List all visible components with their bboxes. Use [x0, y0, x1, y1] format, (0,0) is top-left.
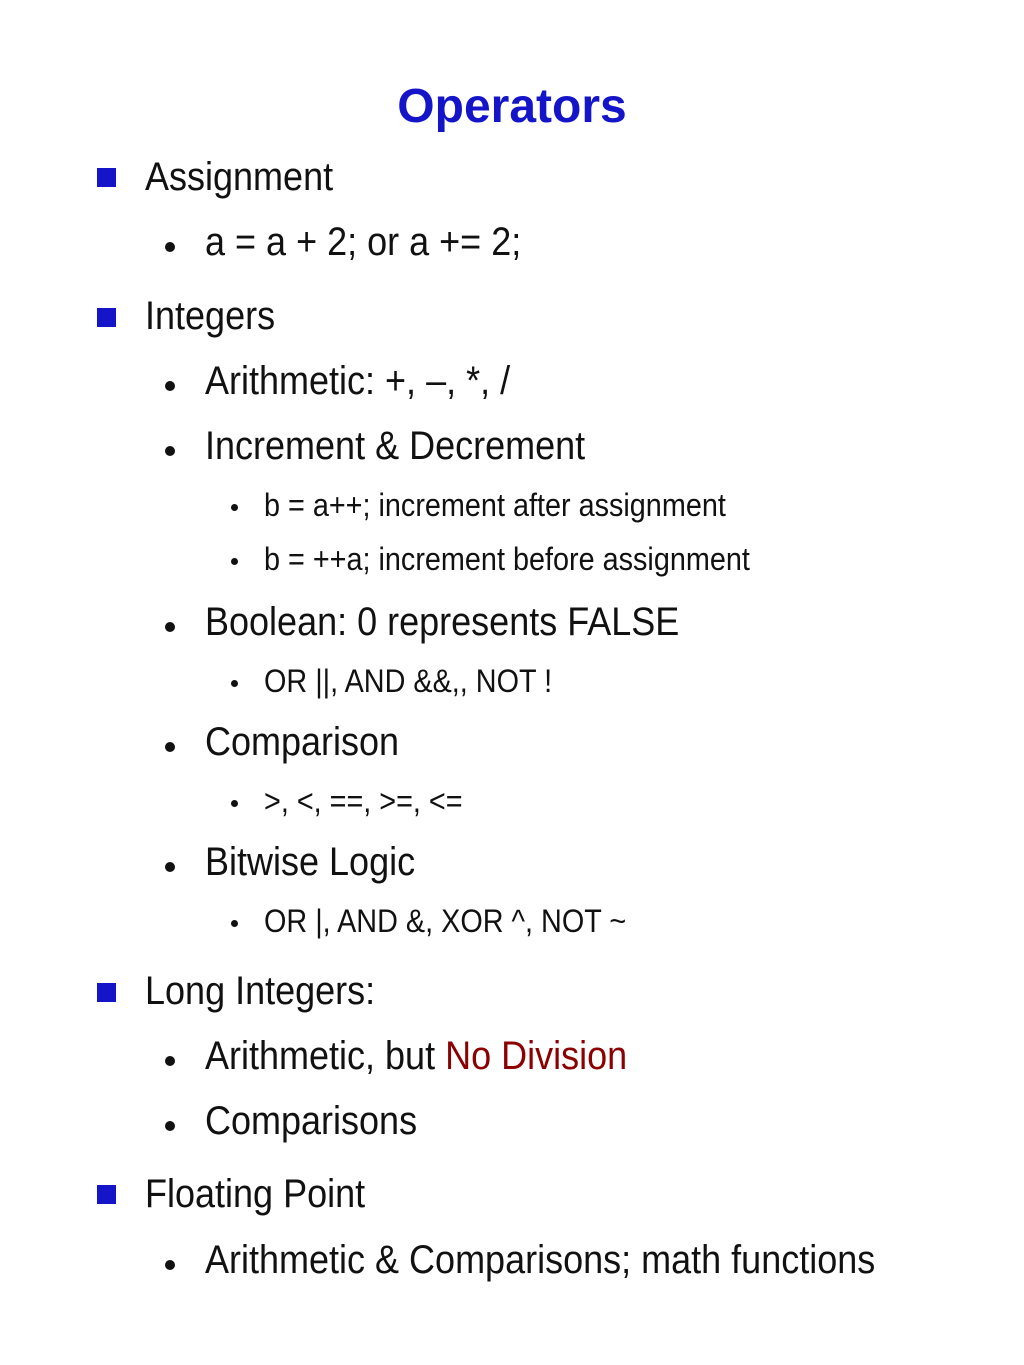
slide-title: Operators — [397, 80, 627, 133]
list-item: Arithmetic: +, –, *, / — [205, 359, 511, 403]
list-item: Comparison — [205, 720, 400, 764]
section-integers: Integers — [145, 294, 276, 338]
list-item-text: Arithmetic, but — [205, 1034, 446, 1078]
section-long-integers: Long Integers: — [145, 969, 376, 1013]
small-bullet-icon — [231, 680, 238, 687]
square-bullet-icon — [97, 308, 116, 327]
square-bullet-icon — [97, 983, 116, 1002]
list-subitem: OR |, AND &, XOR ^, NOT ~ — [264, 903, 627, 939]
dot-bullet-icon — [165, 1260, 175, 1270]
list-subitem: b = a++; increment after assignment — [264, 487, 726, 523]
list-item — [205, 1032, 627, 1080]
list-item: Increment & Decrement — [205, 424, 586, 468]
list-item: a = a + 2; or a += 2; — [205, 220, 522, 264]
small-bullet-icon — [231, 558, 238, 565]
section-assignment: Assignment — [145, 155, 334, 199]
list-item: Bitwise Logic — [205, 840, 416, 884]
small-bullet-icon — [231, 800, 238, 807]
list-item: Boolean: 0 represents FALSE — [205, 600, 680, 644]
list-subitem: OR ||, AND &&,, NOT ! — [264, 663, 553, 699]
dot-bullet-icon — [165, 1121, 175, 1131]
square-bullet-icon — [97, 168, 116, 187]
list-item: Comparisons — [205, 1099, 418, 1143]
dot-bullet-icon — [165, 742, 175, 752]
dot-bullet-icon — [165, 622, 175, 632]
dot-bullet-icon — [165, 446, 175, 456]
list-subitem: b = ++a; increment before assignment — [264, 541, 750, 577]
dot-bullet-icon — [165, 381, 175, 391]
no-division-highlight: No Division — [445, 1034, 628, 1078]
list-item: Arithmetic & Comparisons; math functions — [205, 1238, 876, 1282]
dot-bullet-icon — [165, 862, 175, 872]
square-bullet-icon — [97, 1185, 116, 1204]
small-bullet-icon — [231, 920, 238, 927]
section-floating-point: Floating Point — [145, 1172, 366, 1216]
list-subitem: >, <, ==, >=, <= — [264, 783, 463, 819]
dot-bullet-icon — [165, 242, 175, 252]
small-bullet-icon — [231, 504, 238, 511]
dot-bullet-icon — [165, 1056, 175, 1066]
